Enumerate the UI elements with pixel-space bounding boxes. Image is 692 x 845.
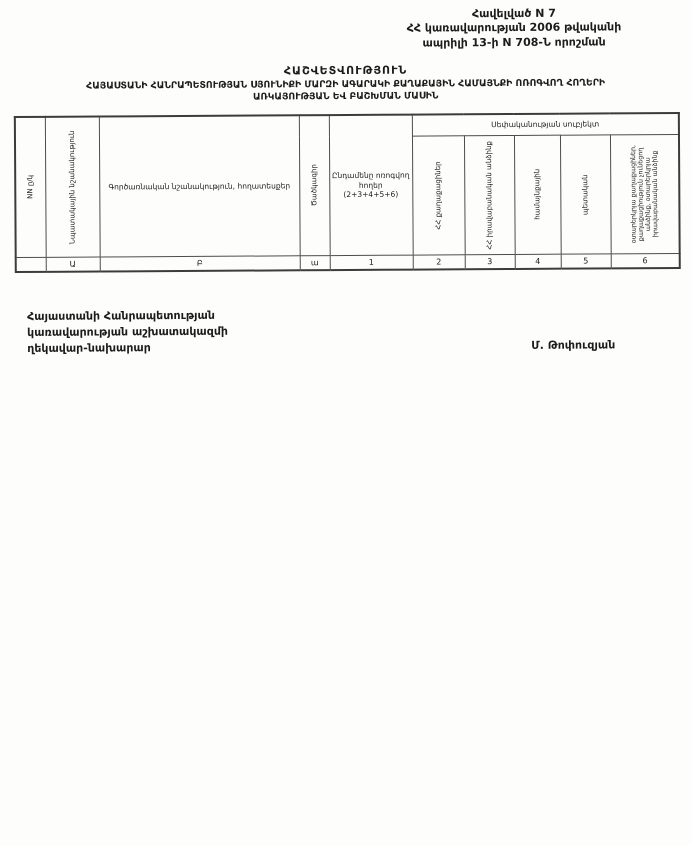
header-citizens: ՀՀ քաղաքացիներ [412,136,465,255]
header-code: Ծածկագիր [299,115,330,256]
land-report-table [14,112,681,273]
header-nn: NN ը/կ [15,117,46,258]
header-ownership-group: Սեփականության սուբյեկտ [412,113,679,136]
column-letter: 2 [413,255,465,270]
column-letter: 5 [561,254,611,269]
title-line: ՀԱՅԱՍՏԱՆԻ ՀԱՆՐԱՊԵՏՈՒԹՅԱՆ ՍՅՈՒՆԻՔԻ ՄԱՐԶԻ ԱԳԱՐԱԿԻ ՔԱՂԱՔԱՅԻՆ ՀԱՄԱՅՆՔԻ ՈՌՈԳՎՈՂ ՀՈՂԵՐԻ [86,77,606,92]
column-letter: Բ [100,256,300,272]
column-letter: 6 [611,253,680,268]
title-line: ՀԱՇՎԵՏՎՈՒԹՅՈՒՆ [283,63,408,78]
column-letter: 3 [465,254,515,269]
column-letter: 4 [515,254,561,269]
header-total: Ընդամենը ոռոգվող հողեր (2+3+4+5+6) [329,114,413,255]
column-letter: 1 [330,255,413,270]
table-header [15,113,680,272]
org-line: կառավարության աշխատակազմի [27,324,228,339]
signature-footer [15,305,679,357]
header-community: համայնքային [514,135,561,254]
appendix-line: ապրիլի 13-ի N 708-Ն որոշման [422,35,606,50]
org-line: Հայաստանի Հանրապետության [27,308,215,323]
appendix-line: Հավելված N 7 [471,6,556,21]
org-line: ղեկավար-նախարար [27,340,151,355]
appendix-line: ՀՀ կառավարության 2006 թվականի [406,20,622,35]
header-purpose: Նպատակային նշանակություն [45,116,100,257]
header-legal-entities: ՀՀ իրավաբանական անձինք [464,135,515,254]
scanned-page [0,0,692,357]
column-letter-row [16,253,680,272]
header-functional: Գործառնական նշանակություն, հողատեսքեր [99,115,300,257]
org-block [27,308,228,357]
signature-name: Մ. Թոփուզյան [531,337,616,352]
column-letter [16,257,46,272]
document-title [14,62,678,106]
header-state: պետական [560,135,611,254]
appendix-block [407,6,622,50]
header-foreign: օտարերկրյա քաղաքացիներ, քաղաքացիություն չունեցող անձինք, օտարերկրյա իրավաբանական անձինք [610,134,680,253]
title-line: ԱՌԿԱՅՈՒԹՅԱՆ ԵՎ ԲԱՇԽՄԱՆ ՄԱՍԻՆ [252,90,439,103]
column-letter: ա [300,255,330,270]
column-letter: Ա [46,257,100,272]
